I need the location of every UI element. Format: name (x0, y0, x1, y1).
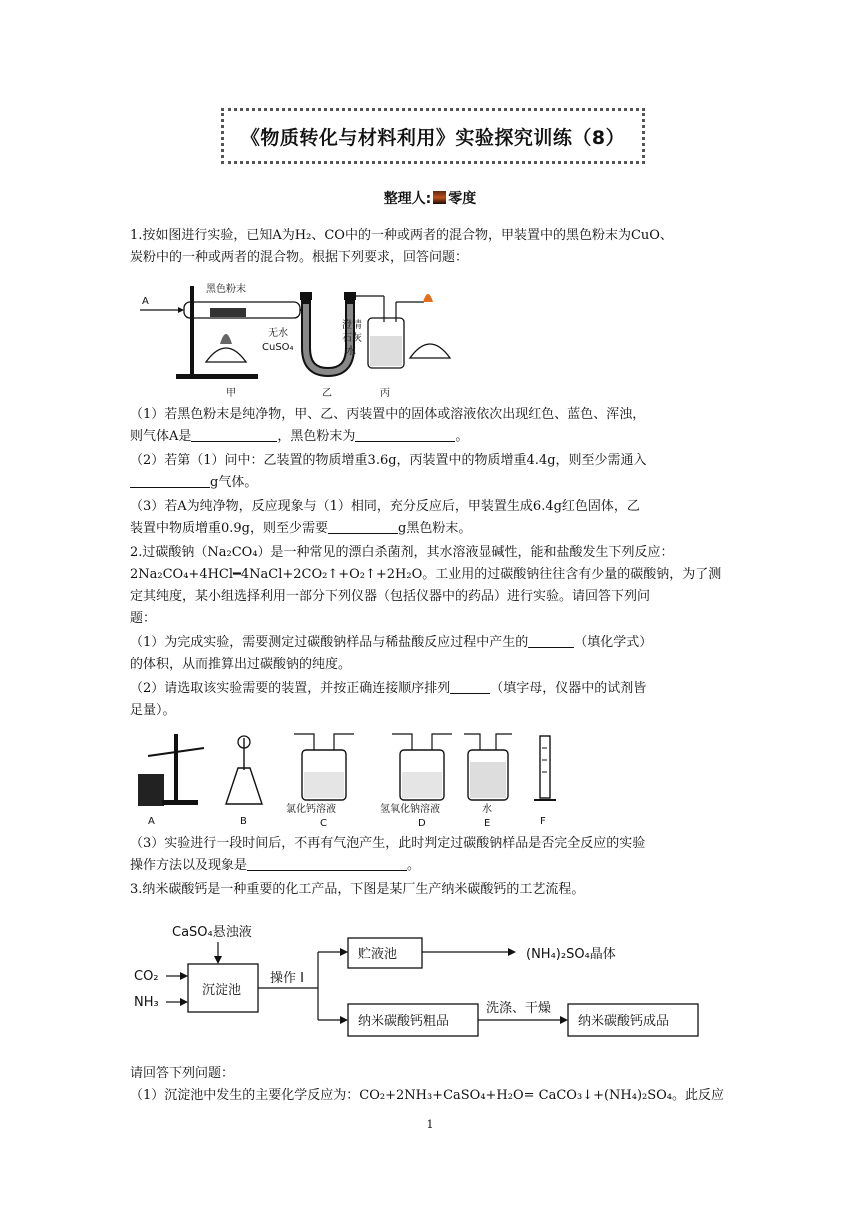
flow-nh3: NH₃ (134, 995, 159, 1010)
author-line (0, 188, 860, 208)
label-c-solution: 氯化钙溶液 (286, 804, 336, 815)
flow-crude: 纳米碳酸钙粗品 (358, 1014, 450, 1029)
q1-sub2-line1: （2）若第（1）问中：乙装置的物质增重3.6g，丙装置中的物质增重4.4g，则至少需通入 (130, 453, 647, 468)
q2-sub1-text-a: （1）为完成实验，需要测定过碳酸钠样品与稀盐酸反应过程中产生的 (130, 635, 529, 650)
q1-sub1-text-c: 。 (455, 429, 469, 444)
page-title: 《物质转化与材料利用》实验探究训练（8） (240, 126, 626, 149)
label-yi: 乙 (322, 388, 332, 399)
q1-sub3-line1: （3）若A为纯净物，反应现象与（1）相同，充分反应后，甲装置生成6.4g红色固体，乙 (130, 499, 640, 514)
label-a: A (142, 296, 149, 307)
q1-stem-line1: 1.按如图进行实验，已知A为H₂、CO中的一种或两者的混合物，甲装置中的黑色粉末为CuO、 (130, 228, 673, 243)
flow-product1: (NH₄)₂SO₄晶体 (526, 947, 616, 962)
label-anhydrous: 无水 (268, 328, 288, 339)
label-cuso4: CuSO₄ (262, 342, 294, 353)
q3-ask: 请回答下列问题： (130, 1066, 235, 1081)
q1-sub3-line2 (130, 519, 730, 539)
label-powder: 黑色粉末 (206, 284, 246, 295)
q2-sub1-line2: 的体积，从而推算出过碳酸钠的纯度。 (130, 657, 352, 672)
q2-stem-line1: 2.过碳酸钠（Na₂CO₄）是一种常见的漂白杀菌剂，其水溶液显碱性，能和盐酸发生下列反应： (130, 545, 674, 560)
q2-sub3-text-b: 。 (407, 858, 421, 873)
q2-sub2-text-b: （填字母，仪器中的试剂皆 (490, 681, 647, 696)
q2-stem-line4: 题： (130, 611, 157, 626)
q2-stem-line2: 2Na₂CO₄+4HCl━4NaCl+2CO₂↑+O₂↑+2H₂O。工业用的过碳酸钠往往含有少量的碳酸钠，为了测 (130, 567, 722, 582)
label-B: B (240, 816, 247, 827)
q3-flowchart (130, 912, 710, 1042)
q2-stem-line3: 定其纯度，某小组选择利用一部分下列仪器（包括仪器中的药品）进行实验。请回答下列问 (130, 589, 651, 604)
label-jia: 甲 (226, 388, 236, 399)
answer-blank[interactable] (355, 427, 455, 442)
q2-sub1-text-b: （填化学式） (574, 635, 653, 650)
author-prefix: 整理人: (383, 191, 432, 207)
q3-stem: 3.纳米碳酸钙是一种重要的化工产品，下图是某厂生产纳米碳酸钙的工艺流程。 (130, 882, 585, 897)
sunset-icon (433, 191, 446, 204)
title-box (221, 108, 645, 164)
q1-sub3-text-a: 装置中物质增重0.9g，则至少需要 (130, 521, 328, 536)
label-E: E (484, 818, 491, 829)
label-d-solution: 氢氧化钠溶液 (380, 804, 440, 815)
q2-sub3-line1: （3）实验进行一段时间后，不再有气泡产生，此时判定过碳酸钠样品是否完全反应的实验 (130, 836, 646, 851)
answer-blank[interactable] (528, 633, 574, 648)
flow-pool: 沉淀池 (202, 983, 242, 998)
q1-sub2-text: g气体。 (210, 475, 258, 490)
label-limewater1: 澄清 (342, 320, 362, 331)
label-e-solution: 水 (482, 804, 492, 815)
q2-apparatus-figure (134, 728, 564, 832)
flow-caso4: CaSO₄悬浊液 (172, 925, 252, 940)
q1-sub1-text-b: ，黑色粉末为 (277, 429, 356, 444)
q2-sub3-text-a: 操作方法以及现象是 (130, 858, 248, 873)
q1-sub1-text-a: 则气体A是 (130, 429, 192, 444)
q1-sub1-line1: （1）若黑色粉末是纯净物，甲、乙、丙装置中的固体或溶液依次出现红色、蓝色、浑浊， (130, 407, 646, 422)
label-D: D (418, 818, 426, 829)
answer-blank[interactable] (130, 473, 210, 488)
q1-sub2-line2 (130, 473, 730, 493)
label-limewater3: 水 (346, 346, 356, 357)
author-name: 零度 (448, 191, 477, 207)
flow-storage: 贮液池 (358, 947, 398, 962)
label-F: F (540, 816, 546, 827)
flow-co2: CO₂ (134, 969, 159, 984)
q3-sub1: （1）沉淀池中发生的主要化学反应为：CO₂+2NH₃+CaSO₄+H₂O= CaCO₃↓+(NH₄)₂SO₄。此反应 (130, 1088, 725, 1103)
q2-sub2-text-a: （2）请选取该实验需要的装置，并按正确连接顺序排列 (130, 681, 451, 696)
q1-sub1-line2 (130, 427, 730, 447)
q2-sub3-line2 (130, 856, 730, 876)
q2-sub2-line2: 足量）。 (130, 703, 176, 718)
flow-final: 纳米碳酸钙成品 (578, 1014, 670, 1029)
q1-apparatus-figure (134, 278, 474, 402)
q1-sub3-text-b: g黑色粉末。 (398, 521, 472, 536)
answer-blank[interactable] (328, 519, 398, 534)
label-A: A (148, 816, 155, 827)
q2-sub1-line1 (130, 633, 730, 653)
page-number: 1 (426, 1118, 434, 1131)
answer-blank[interactable] (191, 427, 277, 442)
answer-blank[interactable] (450, 679, 490, 694)
label-limewater2: 石灰 (342, 333, 362, 344)
q2-sub2-line1 (130, 679, 730, 699)
label-C: C (320, 818, 327, 829)
flow-op: 操作 I (270, 971, 304, 986)
answer-blank[interactable] (247, 856, 407, 871)
flow-wash: 洗涤、干燥 (486, 1001, 552, 1016)
label-bing: 丙 (380, 388, 390, 399)
q1-stem-line2: 炭粉中的一种或两者的混合物。根据下列要求，回答问题： (130, 250, 469, 265)
